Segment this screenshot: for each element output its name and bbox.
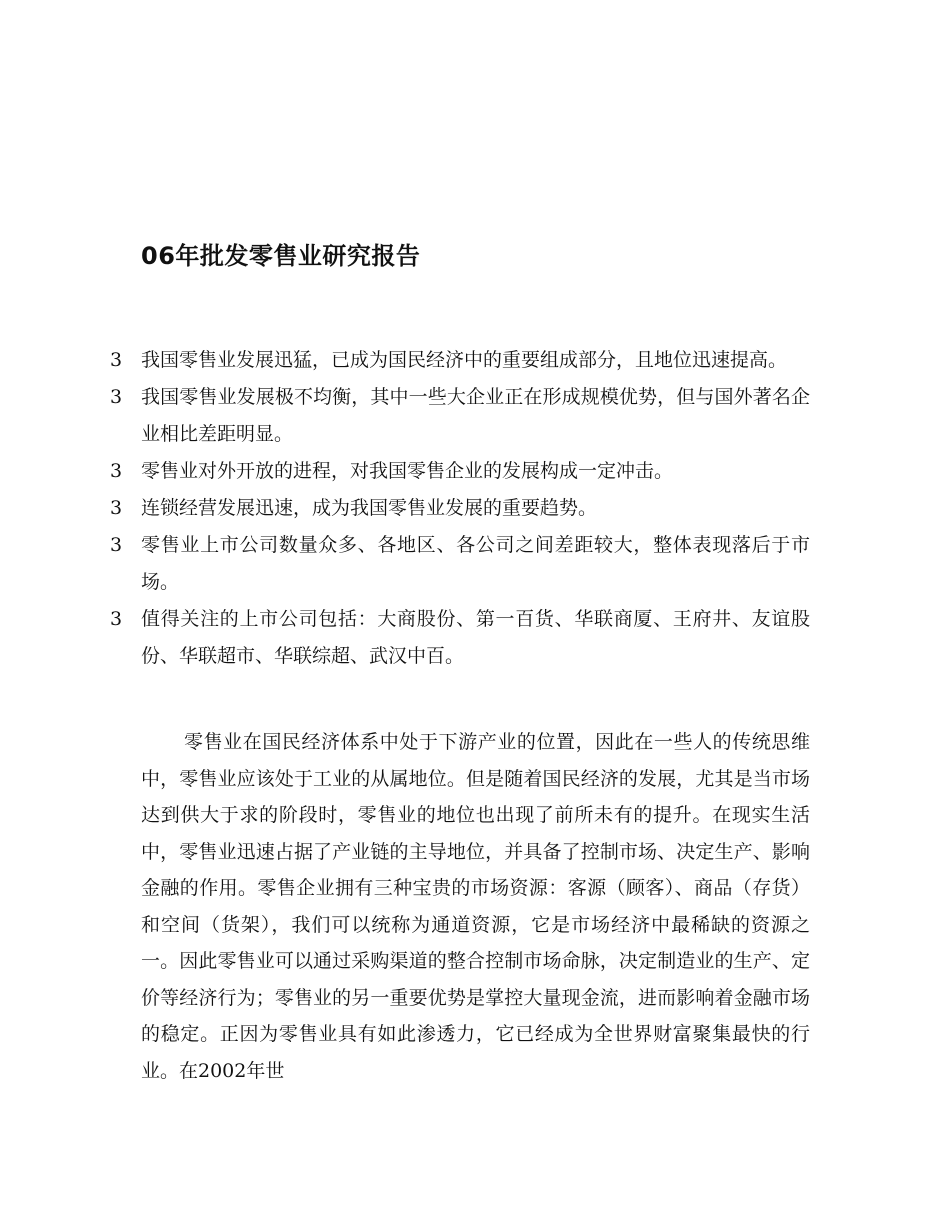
- key-point-text: 值得关注的上市公司包括：大商股份、第一百货、华联商厦、王府井、友谊股份、华联超市、华联综超、武汉中百。: [141, 608, 810, 667]
- key-point-item: [110, 453, 810, 490]
- key-point-item: [110, 601, 810, 675]
- key-point-item: [110, 527, 810, 601]
- bullet-marker: 3: [110, 386, 123, 408]
- bullet-marker: 3: [110, 460, 123, 482]
- key-point-item: [110, 379, 810, 453]
- key-point-text: 连锁经营发展迅速，成为我国零售业发展的重要趋势。: [141, 497, 598, 519]
- key-point-text: 零售业上市公司数量众多、各地区、各公司之间差距较大，整体表现落后于市场。: [141, 534, 810, 593]
- key-points-list: [110, 342, 810, 675]
- key-point-text: 零售业对外开放的进程，对我国零售企业的发展构成一定冲击。: [141, 460, 674, 482]
- body-paragraph: 零售业在国民经济体系中处于下游产业的位置，因此在一些人的传统思维中，零售业应该处于工业的从属地位。但是随着国民经济的发展，尤其是当市场达到供大于求的阶段时，零售业的地位也出现了前所未有的提升。在现实生活中，零售业迅速占据了产业链的主导地位，并具备了控制市场、决定生产、影响金融的作用。零售企业拥有三种宝贵的市场资源：客源（顾客）、商品（存货）和空间（货架），我们可以统称为通道资源，它是市场经济中最稀缺的资源之一。因此零售业可以通过采购渠道的整合控制市场命脉，决定制造业的生产、定价等经济行为；零售业的另一重要优势是掌控大量现金流，进而影响着金融市场的稳定。正因为零售业具有如此渗透力，它已经成为全世界财富聚集最快的行业。在2002年世: [141, 731, 810, 1082]
- document-title: 06年批发零售业研究报告: [141, 242, 421, 270]
- bullet-marker: 3: [110, 349, 123, 371]
- key-point-item: [110, 490, 810, 527]
- key-point-text: 我国零售业发展极不均衡，其中一些大企业正在形成规模优势，但与国外著名企业相比差距明显。: [141, 386, 810, 445]
- key-point-text: 我国零售业发展迅猛，已成为国民经济中的重要组成部分，且地位迅速提高。: [141, 349, 788, 371]
- bullet-marker: 3: [110, 534, 123, 556]
- key-point-item: [110, 342, 810, 379]
- bullet-marker: 3: [110, 608, 123, 630]
- bullet-marker: 3: [110, 497, 123, 519]
